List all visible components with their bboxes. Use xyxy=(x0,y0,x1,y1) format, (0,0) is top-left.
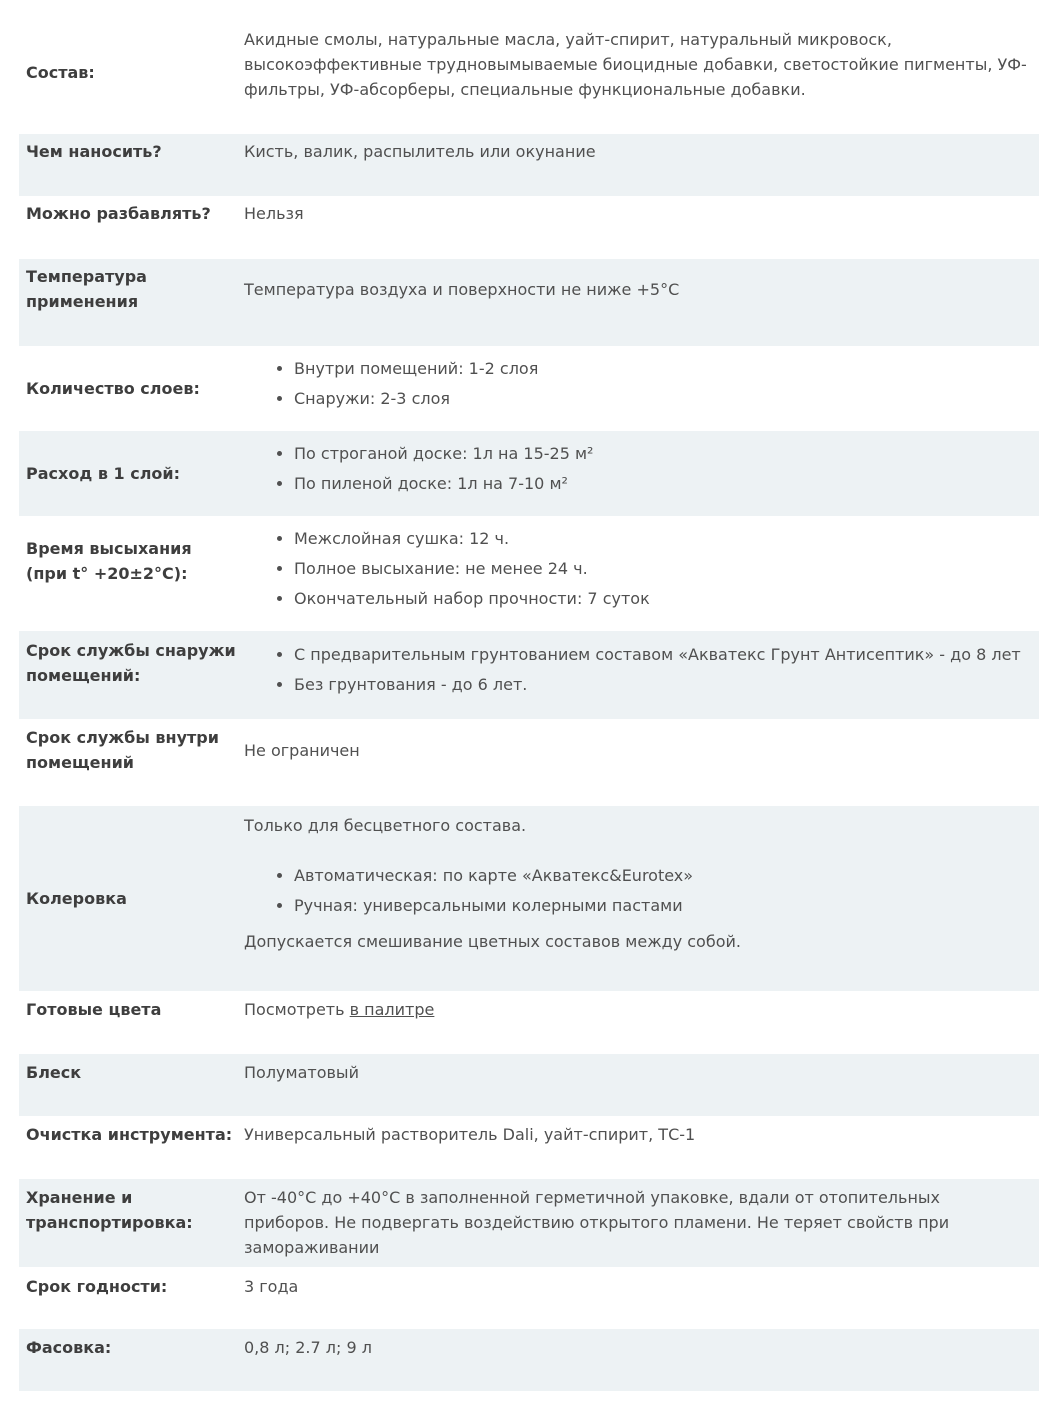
row-label: Готовые цвета xyxy=(26,1000,162,1019)
list-item: • По строганой доске: 1л на 15-25 м² xyxy=(294,439,1029,469)
row-label: Можно разбавлять? xyxy=(26,204,211,223)
list-item: • Окончательный набор прочности: 7 суток xyxy=(294,584,1029,614)
table-row xyxy=(19,196,1039,259)
row-value xyxy=(237,991,1039,1054)
table-row xyxy=(19,719,1039,806)
row-value xyxy=(237,806,1039,991)
row-label: Время высыхания (при t° +20±2°C): xyxy=(26,539,192,583)
row-value: От -40°C до +40°C в заполненной герметичной упаковке, вдали от отопительных приборов. Не подвергать воздействию открытого пламени. Не теряет свойств при замораживании xyxy=(244,1188,950,1257)
table-row xyxy=(19,1179,1039,1267)
table-row xyxy=(19,346,1039,431)
row-value: Кисть, валик, распылитель или окунание xyxy=(244,142,596,161)
bullet-list xyxy=(244,861,1029,921)
table-row xyxy=(19,431,1039,516)
row-label: Температура применения xyxy=(26,267,147,311)
row-value xyxy=(237,431,1039,516)
row-value xyxy=(237,631,1039,719)
row-label: Фасовка: xyxy=(26,1338,112,1357)
palette-link[interactable]: в палитре xyxy=(349,1000,435,1019)
row-value xyxy=(237,346,1039,431)
row-label: Количество слоев: xyxy=(26,379,200,398)
row-value: Полуматовый xyxy=(244,1063,359,1082)
table-row xyxy=(19,1116,1039,1179)
row-label: Срок службы снаружи помещений: xyxy=(26,641,236,685)
bullet-list xyxy=(244,640,1029,700)
tint-intro: Только для бесцветного состава. xyxy=(244,816,527,835)
list-item: • Автоматическая: по карте «Акватекс&Eurotex» xyxy=(294,861,1029,891)
table-row xyxy=(19,134,1039,196)
table-row xyxy=(19,1054,1039,1116)
table-row xyxy=(19,991,1039,1054)
row-value: Универсальный растворитель Dali, уайт-спирит, ТС-1 xyxy=(244,1125,696,1144)
row-label: Хранение и транспортировка: xyxy=(26,1188,193,1232)
list-item: • Полное высыхание: не менее 24 ч. xyxy=(294,554,1029,584)
row-value: Не ограничен xyxy=(244,741,360,760)
table-row xyxy=(19,631,1039,719)
row-value: Акидные смолы, натуральные масла, уайт-спирит, натуральный микровоск, высокоэффективные трудновымываемые биоцидные добавки, светостойкие пигменты, УФ-фильтры, УФ-абсорберы, специальные функциональные добавки. xyxy=(244,30,1027,99)
table-row xyxy=(19,1267,1039,1329)
list-item: • Внутри помещений: 1-2 слоя xyxy=(294,354,1029,384)
table-row xyxy=(19,1329,1039,1391)
row-value: 0,8 л; 2.7 л; 9 л xyxy=(244,1338,372,1357)
row-label: Блеск xyxy=(26,1063,82,1082)
list-item: • Снаружи: 2-3 слоя xyxy=(294,384,1029,414)
list-item: • Межслойная сушка: 12 ч. xyxy=(294,524,1029,554)
row-label: Чем наносить? xyxy=(26,142,162,161)
row-value: 3 года xyxy=(244,1277,299,1296)
row-label: Срок службы внутри помещений xyxy=(26,728,219,772)
list-item: • Ручная: универсальными колерными пастами xyxy=(294,891,1029,921)
row-value: Нельзя xyxy=(244,204,304,223)
colors-text: Посмотреть xyxy=(244,1000,345,1019)
bullet-list xyxy=(244,524,1029,614)
list-item: • По пиленой доске: 1л на 7-10 м² xyxy=(294,469,1029,499)
row-label: Расход в 1 слой: xyxy=(26,464,181,483)
list-item: • Без грунтования - до 6 лет. xyxy=(294,670,1029,700)
bullet-list xyxy=(244,439,1029,499)
row-value xyxy=(237,516,1039,631)
table-row xyxy=(19,10,1039,134)
row-label: Срок годности: xyxy=(26,1277,168,1296)
table-row xyxy=(19,259,1039,346)
table-row xyxy=(19,806,1039,991)
spec-table xyxy=(19,10,1039,1391)
row-label: Очистка инструмента: xyxy=(26,1125,233,1144)
list-item: • С предварительным грунтованием составом «Акватекс Грунт Антисептик» - до 8 лет xyxy=(294,640,1029,670)
tint-note: Допускается смешивание цветных составов между собой. xyxy=(244,932,741,951)
table-row xyxy=(19,516,1039,631)
row-label: Колеровка xyxy=(26,889,127,908)
bullet-list xyxy=(244,354,1029,414)
row-value: Температура воздуха и поверхности не ниже +5°C xyxy=(244,280,680,299)
row-label: Состав: xyxy=(26,62,95,82)
